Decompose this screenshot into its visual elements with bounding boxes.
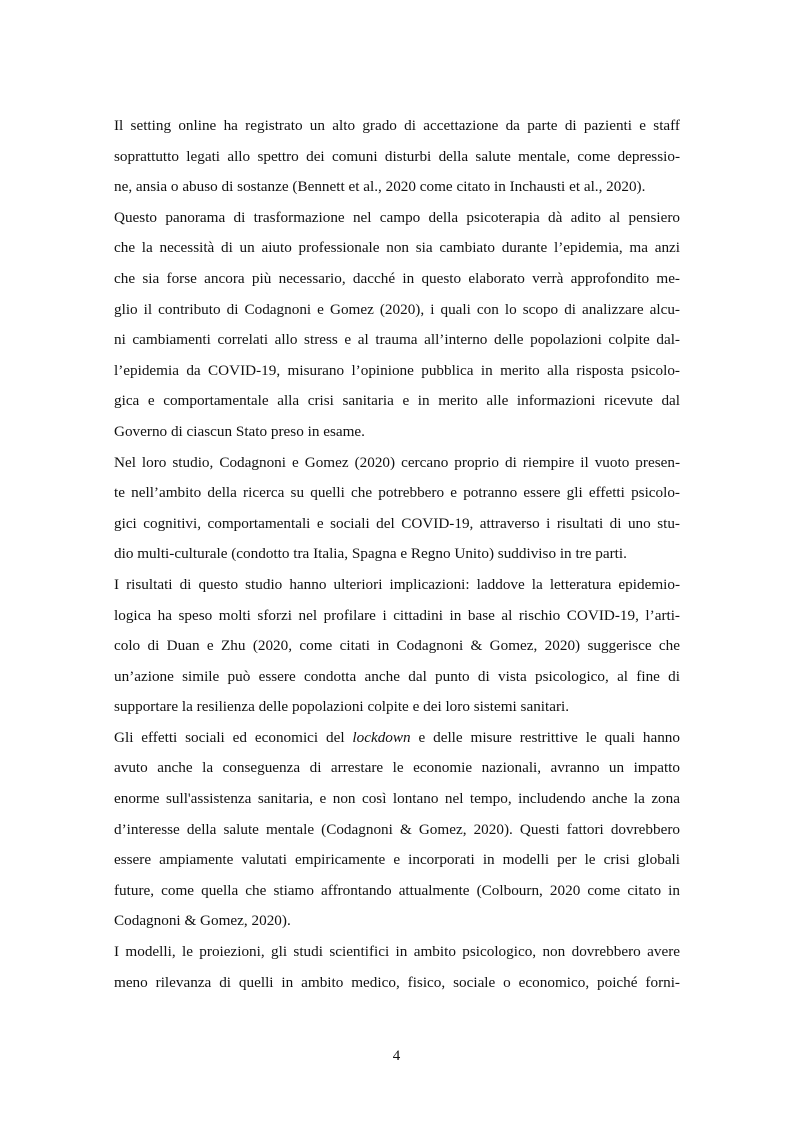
text-line: Codagnoni & Gomez, 2020). <box>114 912 291 930</box>
italic-term: lockdown <box>352 728 411 746</box>
body-text <box>114 111 680 998</box>
text-line: essere ampiamente valutati empiricamente e incorporati in modelli per le crisi globali <box>114 851 680 869</box>
text-line: gici cognitivi, comportamentali e sociali del COVID-19, attraverso i risultati di uno stu- <box>114 514 680 532</box>
text-line: Governo di ciascun Stato preso in esame. <box>114 422 365 440</box>
text-segment: Gli effetti sociali ed economici del <box>114 728 353 746</box>
text-line: Nel loro studio, Codagnoni e Gomez (2020) cercano proprio di riempire il vuoto presen- <box>114 453 680 471</box>
text-line: logica ha speso molti sforzi nel profilare i cittadini in base al rischio COVID-19, l’arti- <box>114 606 680 624</box>
text-line: che la necessità di un aiuto professionale non sia cambiato durante l’epidemia, ma anzi <box>114 239 680 257</box>
text-line <box>114 723 680 754</box>
text-line: te nell’ambito della ricerca su quelli che potrebbero e potranno essere gli effetti psicolo- <box>114 484 680 502</box>
text-line: dio multi-culturale (condotto tra Italia, Spagna e Regno Unito) suddiviso in tre parti. <box>114 545 627 563</box>
text-line: supportare la resilienza delle popolazioni colpite e dei loro sistemi sanitari. <box>114 698 570 716</box>
paragraph <box>114 111 680 203</box>
text-line: gica e comportamentale alla crisi sanitaria e in merito alle informazioni ricevute dal <box>114 392 680 410</box>
text-line: I modelli, le proiezioni, gli studi scientifici in ambito psicologico, non dovrebbero avere <box>114 943 680 961</box>
paragraph <box>114 937 680 998</box>
text-line: d’interesse della salute mentale (Codagnoni & Gomez, 2020). Questi fattori dovrebbero <box>114 820 680 838</box>
text-line: avuto anche la conseguenza di arrestare le economie nazionali, avranno un impatto <box>114 759 680 777</box>
text-line: meno rilevanza di quelli in ambito medico, fisico, sociale o economico, poiché forni- <box>114 973 680 991</box>
paragraph <box>114 203 680 448</box>
text-line: I risultati di questo studio hanno ulteriori implicazioni: laddove la letteratura epidemio- <box>114 575 680 593</box>
paragraph <box>114 448 680 570</box>
text-line: ne, ansia o abuso di sostanze (Bennett et al., 2020 come citato in Inchausti et al., 2020). <box>114 178 646 196</box>
text-line: l’epidemia da COVID-19, misurano l’opinione pubblica in merito alla risposta psicolo- <box>114 361 680 379</box>
paragraph <box>114 723 680 937</box>
text-line: Questo panorama di trasformazione nel campo della psicoterapia dà adito al pensiero <box>114 208 680 226</box>
text-line: enorme sull'assistenza sanitaria, e non così lontano nel tempo, includendo anche la zona <box>114 790 680 808</box>
text-line: colo di Duan e Zhu (2020, come citati in Codagnoni & Gomez, 2020) suggerisce che <box>114 637 680 655</box>
text-line: soprattutto legati allo spettro dei comuni disturbi della salute mentale, come depressio- <box>114 147 680 165</box>
text-line: che sia forse ancora più necessario, dacché in questo elaborato verrà approfondito me- <box>114 269 680 287</box>
text-line: Il setting online ha registrato un alto grado di accettazione da parte di pazienti e staff <box>114 117 680 134</box>
text-line: ni cambiamenti correlati allo stress e al trauma all’interno delle popolazioni colpite dal- <box>114 331 680 349</box>
paragraph <box>114 570 680 723</box>
text-line: future, come quella che stiamo affrontando attualmente (Colbourn, 2020 come citato in <box>114 881 680 899</box>
text-line: glio il contributo di Codagnoni e Gomez (2020), i quali con lo scopo di analizzare alcu- <box>114 300 680 318</box>
text-segment: e delle misure restrittive le quali hanno <box>410 728 680 746</box>
text-line: un’azione simile può essere condotta anche dal punto di vista psicologico, al fine di <box>114 667 680 685</box>
page-number: 4 <box>392 1048 401 1064</box>
